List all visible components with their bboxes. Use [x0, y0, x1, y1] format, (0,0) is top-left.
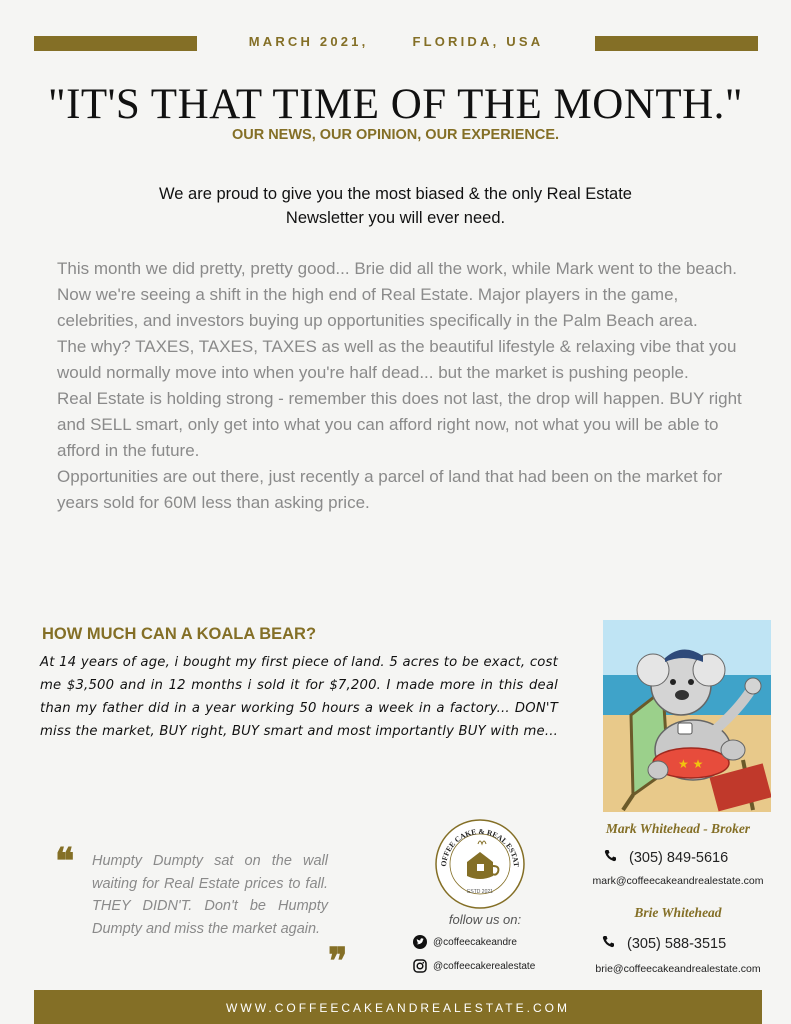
header-bar-right	[595, 36, 758, 51]
newsletter-headline: "IT'S THAT TIME OF THE MONTH."	[48, 81, 743, 128]
koala-section-title: HOW MUCH CAN A KOALA BEAR?	[42, 625, 317, 643]
article-body	[57, 256, 747, 516]
issue-date: MARCH 2021,	[248, 34, 369, 49]
phone-icon	[602, 935, 615, 952]
koala-beach-illustration	[603, 620, 771, 812]
footer-website[interactable]: WWW.COFFEECAKEANDREALESTATE.COM	[34, 990, 762, 1024]
instagram-icon	[413, 959, 427, 973]
logo-established: ESTD 2021	[467, 889, 493, 895]
logo-lettering: OFFEE CAKE & REAL ESTAT	[438, 826, 522, 868]
twitter-handle: @coffeecakeandre	[433, 936, 517, 948]
intro-line: Newsletter you will ever need.	[285, 209, 506, 227]
phone-icon	[604, 849, 617, 866]
brie-phone-number: (305) 588-3515	[627, 935, 727, 952]
mark-phone[interactable]	[604, 849, 728, 866]
intro-statement	[90, 182, 701, 230]
instagram-link[interactable]	[413, 959, 535, 973]
twitter-icon	[413, 935, 427, 949]
brie-email[interactable]: brie@coffeecakeandrealestate.com	[595, 963, 761, 975]
article-paragraph: Real Estate is holding strong - remember this does not last, the drop will happen. BUY right and SELL smart, only get into what you can afford right now, not what you will be able to afford in the future.	[57, 389, 742, 460]
intro-line: We are proud to give you the most biased & the only Real Estate	[159, 185, 632, 203]
svg-text:★ ★: ★ ★	[678, 757, 704, 771]
twitter-link[interactable]	[413, 935, 517, 949]
article-paragraph: This month we did pretty, pretty good... Brie did all the work, while Mark went to the beach.	[57, 259, 738, 278]
follow-us-label: follow us on:	[448, 912, 522, 927]
issue-location: FLORIDA, USA	[412, 34, 544, 49]
mark-phone-number: (305) 849-5616	[629, 849, 729, 866]
humpty-quote: Humpty Dumpty sat on the wall waiting for Real Estate prices to fall. THEY DIDN'T. Don't be Humpty Dumpty and miss the market again.	[92, 853, 328, 937]
header-bar-left	[34, 36, 197, 51]
koala-section-text: At 14 years of age, i bought my first piece of land. 5 acres to be exact, cost me $3,500 and in 12 months i sold it for $7,200. I made more in this deal than my father did in a year working 50 hours a week in a factory... DON'T miss the market, BUY right, BUY smart and most importantly BUY with me...	[40, 655, 558, 739]
article-paragraph: The why? TAXES, TAXES, TAXES as well as the beautiful lifestyle & relaxing vibe that you would normally move into when you're half dead... but the market is pushing people.	[57, 337, 737, 382]
instagram-handle: @coffeecakerealestate	[433, 960, 536, 972]
quote-close-icon: ❞	[328, 940, 348, 982]
dateline	[200, 34, 592, 49]
mark-name: Mark Whitehead - Broker	[605, 821, 751, 836]
quote-open-icon: ❝	[55, 840, 75, 882]
brie-name: Brie Whitehead	[634, 905, 722, 920]
mark-email[interactable]: mark@coffeecakeandrealestate.com	[592, 875, 764, 887]
article-paragraph: Opportunities are out there, just recently a parcel of land that had been on the market for years sold for 60M less than asking price.	[57, 467, 723, 512]
article-paragraph: Now we're seeing a shift in the high end of Real Estate. Major players in the game, celebrities, and investors buying up opportunities specifically in the Palm Beach area.	[57, 285, 698, 330]
coffee-cake-logo	[434, 818, 526, 910]
newsletter-tagline: OUR NEWS, OUR OPINION, OUR EXPERIENCE.	[231, 127, 560, 143]
brie-phone[interactable]	[602, 935, 726, 952]
